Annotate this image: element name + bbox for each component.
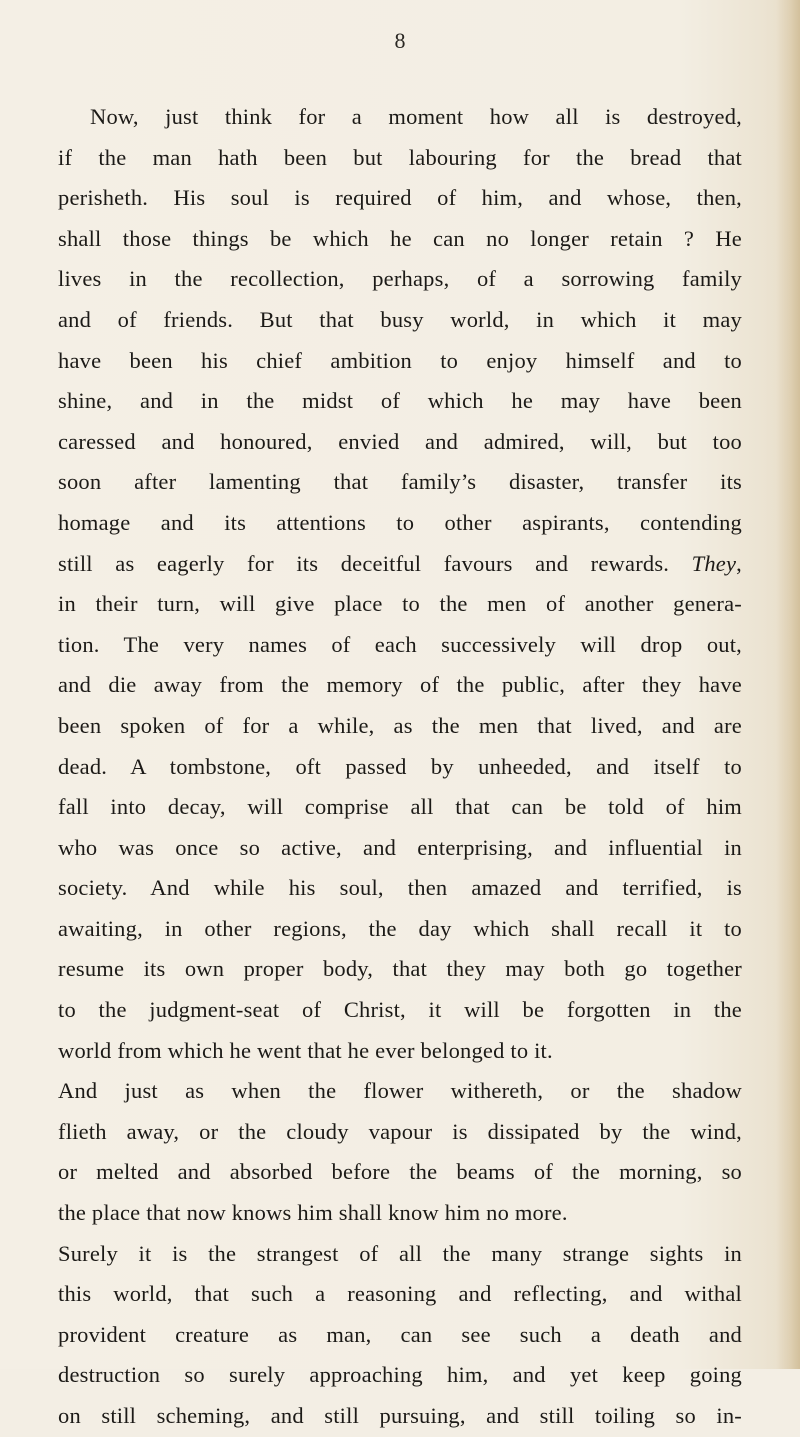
text-line: resume its own proper body, that they may both go together (58, 956, 742, 982)
text-line: been spoken of for a while, as the men that lived, and are (58, 712, 742, 738)
text-line: world from which he went that he ever belonged to it. (58, 1037, 553, 1063)
text-line: destruction so surely approaching him, and yet keep going (58, 1362, 742, 1388)
text-line-part: still as eagerly for its deceitful favours and rewards. (58, 550, 692, 576)
text-line: and of friends. But that busy world, in which it may (58, 306, 742, 332)
text-line: lives in the recollection, perhaps, of a sorrowing family (58, 266, 742, 292)
text-line: provident creature as man, can see such a death and (58, 1321, 742, 1347)
text-line: Surely it is the strangest of all the many strange sights in (58, 1240, 742, 1266)
text-line: fall into decay, will comprise all that can be told of him (58, 794, 742, 820)
text-line: dead. A tombstone, oft passed by unheeded, and itself to (58, 753, 742, 779)
text-line: And just as when the flower withereth, or the shadow (58, 1078, 742, 1104)
text-line: who was once so active, and enterprising, and influential in (58, 834, 742, 860)
text-line: caressed and honoured, envied and admired, will, but too (58, 428, 742, 454)
text-line: society. And while his soul, then amazed and terrified, is (58, 875, 742, 901)
text-line: Now, just think for a moment how all is destroyed, (90, 104, 742, 129)
text-line: to the judgment-seat of Christ, it will be forgotten in the (58, 997, 742, 1023)
text-line: soon after lamenting that family’s disaster, transfer its (58, 469, 742, 495)
text-line: if the man hath been but labouring for the bread that (58, 144, 742, 170)
body-text (58, 97, 742, 1437)
text-line: have been his chief ambition to enjoy himself and to (58, 347, 742, 373)
page-number: 8 (394, 28, 406, 53)
text-line: and die away from the memory of the public, after they have (58, 672, 742, 698)
text-line: perisheth. His soul is required of him, and whose, then, (58, 185, 742, 211)
text-line: in their turn, will give place to the men of another genera- (58, 591, 742, 617)
italic-word: They (691, 550, 737, 576)
text-line: or melted and absorbed before the beams of the morning, so (58, 1159, 742, 1185)
text-line: the place that now knows him shall know him no more. (58, 1200, 568, 1226)
text-line: shine, and in the midst of which he may have been (58, 388, 742, 414)
text-line: this world, that such a reasoning and reflecting, and withal (58, 1281, 742, 1307)
text-line: shall those things be which he can no longer retain ? He (58, 225, 742, 251)
text-line: awaiting, in other regions, the day which shall recall it to (58, 915, 742, 941)
text-line: homage and its attentions to other aspirants, contending (58, 509, 742, 535)
text-line: tion. The very names of each successively will drop out, (58, 631, 742, 657)
text-line-part: , (736, 550, 742, 576)
text-line: on still scheming, and still pursuing, and still toiling so in- (58, 1403, 742, 1428)
text-line: flieth away, or the cloudy vapour is dissipated by the wind, (58, 1118, 742, 1144)
page-edge-shadow (776, 0, 800, 1369)
text-line (58, 544, 742, 585)
